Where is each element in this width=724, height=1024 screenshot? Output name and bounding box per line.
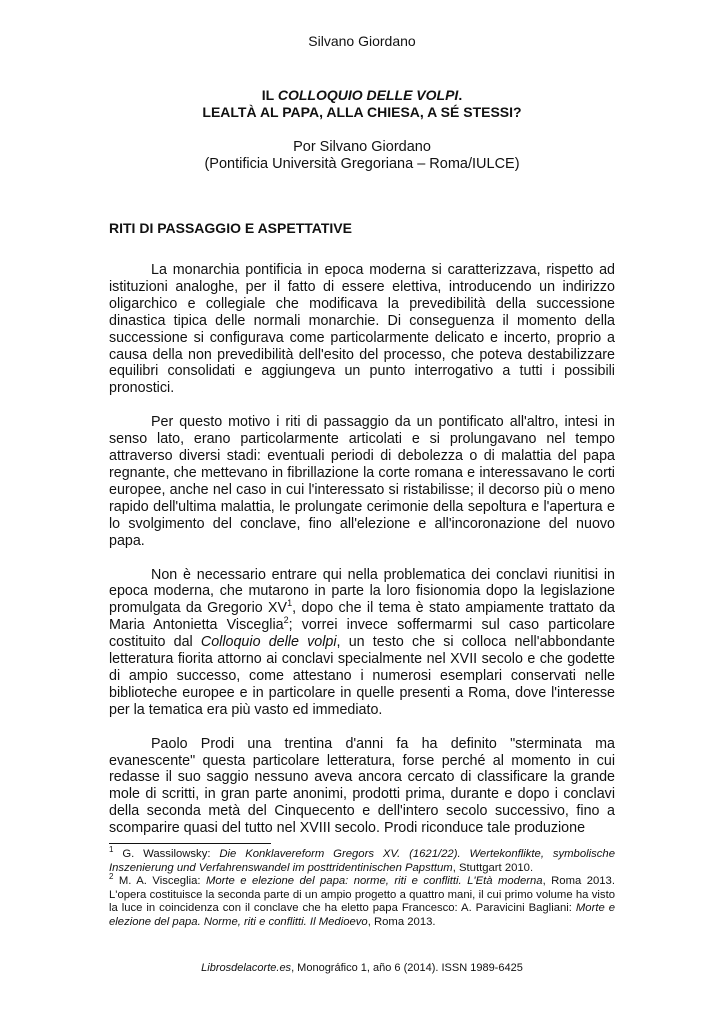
fn2-text-a: M. A. Visceglia: xyxy=(113,875,206,888)
title-line-1 xyxy=(109,87,615,104)
footnote-ref-1[interactable]: 1 xyxy=(287,598,293,609)
journal-name: Librosdelacorte.es xyxy=(201,962,292,974)
author: Por Silvano Giordano xyxy=(293,139,431,155)
fn1-text-a: G. Wassilowsky: xyxy=(113,848,220,860)
fn2-text-b: , Roma 2013. L'opera costituisce la seconda parte di un ampio progetto a quattro mani, il cui primo volume ha visto la luce in coincidenza con il conclave che ha eletto papa Francesco: A. Paravicini Bagliani: xyxy=(109,875,615,915)
footnote-1 xyxy=(109,845,616,875)
paragraph-4: Paolo Prodi una trentina d'anni fa ha definito "sterminata ma evanescente" questa particolare letteratura, forse perché al momento in cui redasse il suo saggio nessuno aveva ancora cercato di classificare la grande mole di scritti, in gran parte anonimi, prodotti prima, durante e dopo i conclavi della seconda metà del Cinquecento e dell'intero secolo successivo, fino a scomparire quasi del tutto nel XVIII secolo. Prodi riconduce tale produzione xyxy=(109,735,615,837)
journal-details: , Monográfico 1, año 6 (2014). ISSN 1989-6425 xyxy=(291,962,523,974)
p3-text-b: , dopo che il tema è stato ampiamente trattato da Maria Antonietta Visceglia xyxy=(109,600,615,634)
affiliation: (Pontificia Università Gregoriana – Roma/IULCE) xyxy=(204,156,520,172)
body-text xyxy=(109,262,615,854)
fn2-italic-2: Morte e elezione del papa. Norme, riti e conflitti. Il Medioevo xyxy=(109,902,615,928)
title-period: . xyxy=(458,87,463,103)
footnotes xyxy=(109,845,616,930)
footnote-2-number: 2 xyxy=(109,872,114,882)
p3-text-a: Non è necessario entrare qui nella problematica dei conclavi riunitisi in epoca moderna, che mutarono in parte la loro fisionomia dopo la legislazione promulgata da Gregorio XV xyxy=(109,566,615,617)
paragraph-3 xyxy=(109,567,615,719)
running-head: Silvano Giordano xyxy=(308,33,416,49)
title-line-2: LEALTÀ AL PAPA, ALLA CHIESA, A SÉ STESSI? xyxy=(202,104,522,120)
paragraph-1: La monarchia pontificia in epoca moderna si caratterizzava, rispetto ad istituzioni analoghe, per il fatto di essere elettiva, introducendo un indirizzo oligarchico e collegiale che modificava la prevedibilità della successione dinastica tipica delle normali monarchie. Di conseguenza il momento della successione si configurava come particolarmente delicato e incerto, proprio a causa della non prevedibilità dell'esito del processo, che poteva destabilizzare equilibri consolidati e aggiungeva un punto interrogativo a tutti i possibili pronostici. xyxy=(109,262,615,397)
title-italic: COLLOQUIO DELLE VOLPI xyxy=(277,87,459,103)
p3-italic-title: Colloquio delle volpi xyxy=(200,634,337,651)
section-heading: RITI DI PASSAGGIO E ASPETTATIVE xyxy=(109,220,352,236)
article-title xyxy=(109,87,615,121)
title-prefix: IL xyxy=(261,87,278,103)
paragraph-2: Per questo motivo i riti di passaggio da un pontificato all'altro, intesi in senso lato, erano particolarmente articolati e si prolungavano nel tempo attraverso diversi stadi: eventuali periodi di debolezza o di malattia del papa regnante, che mettevano in fibrillazione la corte romana e interessavano le corti europee, anche nel caso in cui l'interessato si ristabilisse; il decorso più o meno rapido dell'ultima malattia, le prolungate cerimonie della sepoltura e l'apertura e lo svolgimento del conclave, fino all'elezione e all'incoronazione del nuovo papa. xyxy=(109,414,615,549)
byline xyxy=(109,139,615,173)
footnote-ref-2[interactable]: 2 xyxy=(283,615,289,626)
footnote-2 xyxy=(109,872,615,929)
footnote-divider xyxy=(109,843,271,844)
page-footer xyxy=(109,962,615,974)
footnote-1-number: 1 xyxy=(109,845,114,855)
fn1-italic: Die Konklavereform Gregors XV. (1621/22). Wertekonflikte, symbolische Inszenierung und Verfahrenswandel im posttridentinischen Papsttum xyxy=(109,848,616,874)
p3-text-d: , un testo che si colloca nell'abbondante letteratura fiorita attorno ai conclavi specialmente nel XVII secolo e che godette di ampio successo, come attestano i numerosi esemplari conservati nelle biblioteche europee e in particolare in quelle presenti a Roma, dove l'interesse per la tematica era più vasto ed immediato. xyxy=(109,634,615,718)
fn2-text-c: , Roma 2013. xyxy=(367,915,436,928)
fn1-text-b: , Stuttgart 2010. xyxy=(452,861,534,874)
p3-text-c: ; vorrei invece soffermarmi sul caso particolare costituito dal xyxy=(109,617,615,651)
fn2-italic-1: Morte e elezione del papa: norme, riti e conflitti. L'Età moderna xyxy=(205,875,543,888)
